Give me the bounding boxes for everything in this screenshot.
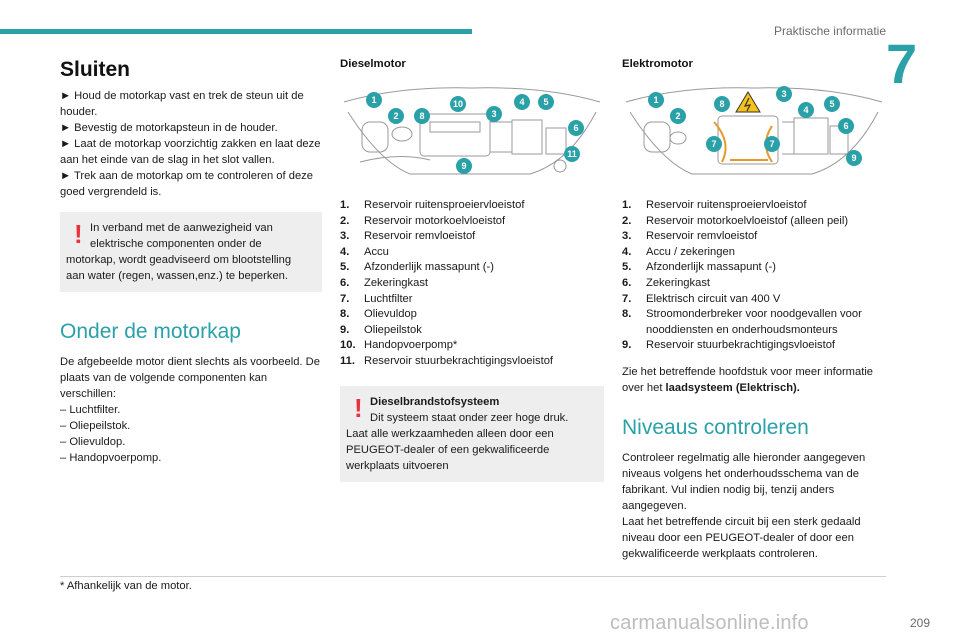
list-item: 8. Stroomonderbreker voor noodgevallen voor nooddiensten en onderhoudsmonteurs — [622, 308, 862, 336]
list-item: 8. Olievuldop — [340, 308, 417, 321]
electric-legend-list — [622, 198, 886, 354]
step-4: ► Trek aan de motorkap om te controleren of deze goed vergrendeld is. — [60, 170, 313, 198]
svg-text:6: 6 — [843, 121, 849, 131]
diesel-legend-list — [340, 198, 604, 370]
heading-dieselmotor: Dieselmotor — [340, 58, 406, 70]
svg-text:11: 11 — [567, 149, 577, 159]
svg-text:2: 2 — [393, 111, 399, 121]
column-elektromotor — [622, 58, 886, 562]
levels-paragraph-1: Controleer regelmatig alle hieronder aangegeven niveaus volgens het onderhoudsschema van de fabrikant. Vul indien nodig bij, tenzij anders aangegeven. — [622, 451, 866, 512]
list-item: 3. Reservoir remvloeistof — [622, 230, 758, 243]
levels-paragraph-2: Laat het betreffende circuit bij een sterk gedaald niveau door een PEUGEOT-dealer of door een gekwalificeerde werkplaats controleren. — [622, 515, 861, 560]
list-item: 9. Reservoir stuurbekrachtigingsvloeistof — [622, 339, 836, 352]
chapter-number: 7 — [886, 32, 918, 95]
column-sluiten — [60, 58, 322, 466]
diesel-engine-illustration — [340, 82, 604, 182]
warning-exclamation-icon: ! — [354, 392, 363, 423]
svg-text:6: 6 — [573, 123, 579, 133]
list-item: 9. Oliepeilstok — [340, 323, 422, 336]
footnote: * Afhankelijk van de motor. — [60, 580, 192, 592]
svg-text:7: 7 — [769, 139, 775, 149]
list-item: 7. Luchtfilter — [340, 292, 413, 305]
list-item: 5. Afzonderlijk massapunt (-) — [622, 261, 776, 274]
charging-note-link-text: laadsysteem (Elektrisch). — [665, 381, 800, 394]
warning-title: Dieselbrandstofsysteem — [370, 395, 500, 408]
header-title: Praktische informatie — [773, 24, 886, 38]
intro-paragraph: De afgebeelde motor dient slechts als voorbeeld. De plaats van de volgende componenten kan verschillen: — [60, 356, 320, 400]
svg-text:8: 8 — [419, 111, 425, 121]
warning-exclamation-icon: ! — [74, 219, 83, 249]
charging-note — [622, 364, 886, 396]
list-item: 11. Reservoir stuurbekrachtigingsvloeistof — [340, 354, 554, 367]
svg-text:7: 7 — [711, 139, 717, 149]
warning-text-2: Laat alle werkzaamheden alleen door een PEUGEOT-dealer of een gekwalificeerde werkplaats uitvoeren — [346, 427, 554, 472]
svg-text:10: 10 — [452, 99, 464, 109]
svg-text:8: 8 — [719, 99, 725, 109]
list-item: 4. Accu / zekeringen — [622, 245, 735, 258]
watermark: carmanualsonline.info — [610, 612, 809, 634]
heading-sluiten: Sluiten — [60, 58, 131, 81]
diesel-engine-diagram — [340, 82, 604, 182]
step-3: ► Laat de motorkap voorzichtig zakken en laat deze aan het einde van de slag in het slot vallen. — [60, 138, 321, 166]
warning-text-1: In verband met de aanwezigheid van elektrische componenten onder de — [90, 222, 273, 250]
header-accent-bar — [0, 29, 472, 34]
charging-note-text: Zie het betreffende hoofdstuk voor meer informatie over het — [622, 365, 874, 394]
list-item: 3. Reservoir remvloeistof — [340, 230, 476, 243]
diesel-badges — [366, 92, 584, 174]
svg-text:9: 9 — [851, 153, 857, 163]
list-item: 6. Zekeringkast — [622, 276, 711, 289]
list-item: 1. Reservoir ruitensproeiervloeistof — [340, 199, 525, 211]
column-dieselmotor — [340, 58, 604, 482]
list-item: 1. Reservoir ruitensproeiervloeistof — [622, 199, 807, 211]
warning-text-1: Dit systeem staat onder zeer hoge druk. — [370, 411, 569, 424]
step-2: ► Bevestig de motorkapsteun in de houder. — [60, 122, 278, 134]
heading-elektromotor: Elektromotor — [622, 58, 693, 70]
section-title-niveaus-controleren: Niveaus controleren — [622, 415, 809, 439]
warning-box-diesel — [340, 386, 604, 482]
page-number: 209 — [909, 616, 930, 630]
step-1: ► Houd de motorkap vast en trek de steun uit de houder. — [60, 90, 304, 118]
list-item: – Oliepeilstok. — [60, 420, 131, 432]
list-item: 5. Afzonderlijk massapunt (-) — [340, 261, 494, 274]
list-item: 10. Handopvoerpomp* — [340, 339, 458, 352]
svg-text:3: 3 — [491, 109, 497, 119]
svg-text:5: 5 — [829, 99, 835, 109]
list-item: – Olievuldop. — [60, 436, 126, 448]
svg-text:4: 4 — [519, 97, 525, 107]
section-title-onder-de-motorkap: Onder de motorkap — [60, 320, 241, 343]
svg-text:4: 4 — [803, 105, 809, 115]
svg-text:1: 1 — [371, 95, 377, 105]
svg-text:5: 5 — [543, 97, 549, 107]
list-item: 7. Elektrisch circuit van 400 V — [622, 292, 781, 305]
svg-text:2: 2 — [675, 111, 681, 121]
svg-text:1: 1 — [653, 95, 659, 105]
electric-engine-illustration — [622, 82, 886, 182]
warning-box-water — [60, 212, 322, 292]
list-item: – Handopvoerpomp. — [60, 452, 162, 464]
list-item: 2. Reservoir motorkoelvloeistof — [340, 214, 506, 227]
list-item: 6. Zekeringkast — [340, 276, 429, 289]
list-item: 4. Accu — [340, 245, 389, 258]
svg-text:9: 9 — [461, 161, 467, 171]
warning-text-2: motorkap, wordt geadviseerd om blootstelling aan water (regen, wassen,enz.) te beperken. — [66, 254, 292, 282]
electric-engine-diagram — [622, 82, 886, 182]
list-item: – Luchtfilter. — [60, 404, 121, 416]
footnote-divider — [60, 576, 886, 577]
svg-text:3: 3 — [781, 89, 787, 99]
list-item: 2. Reservoir motorkoelvloeistof (alleen peil) — [622, 214, 849, 227]
